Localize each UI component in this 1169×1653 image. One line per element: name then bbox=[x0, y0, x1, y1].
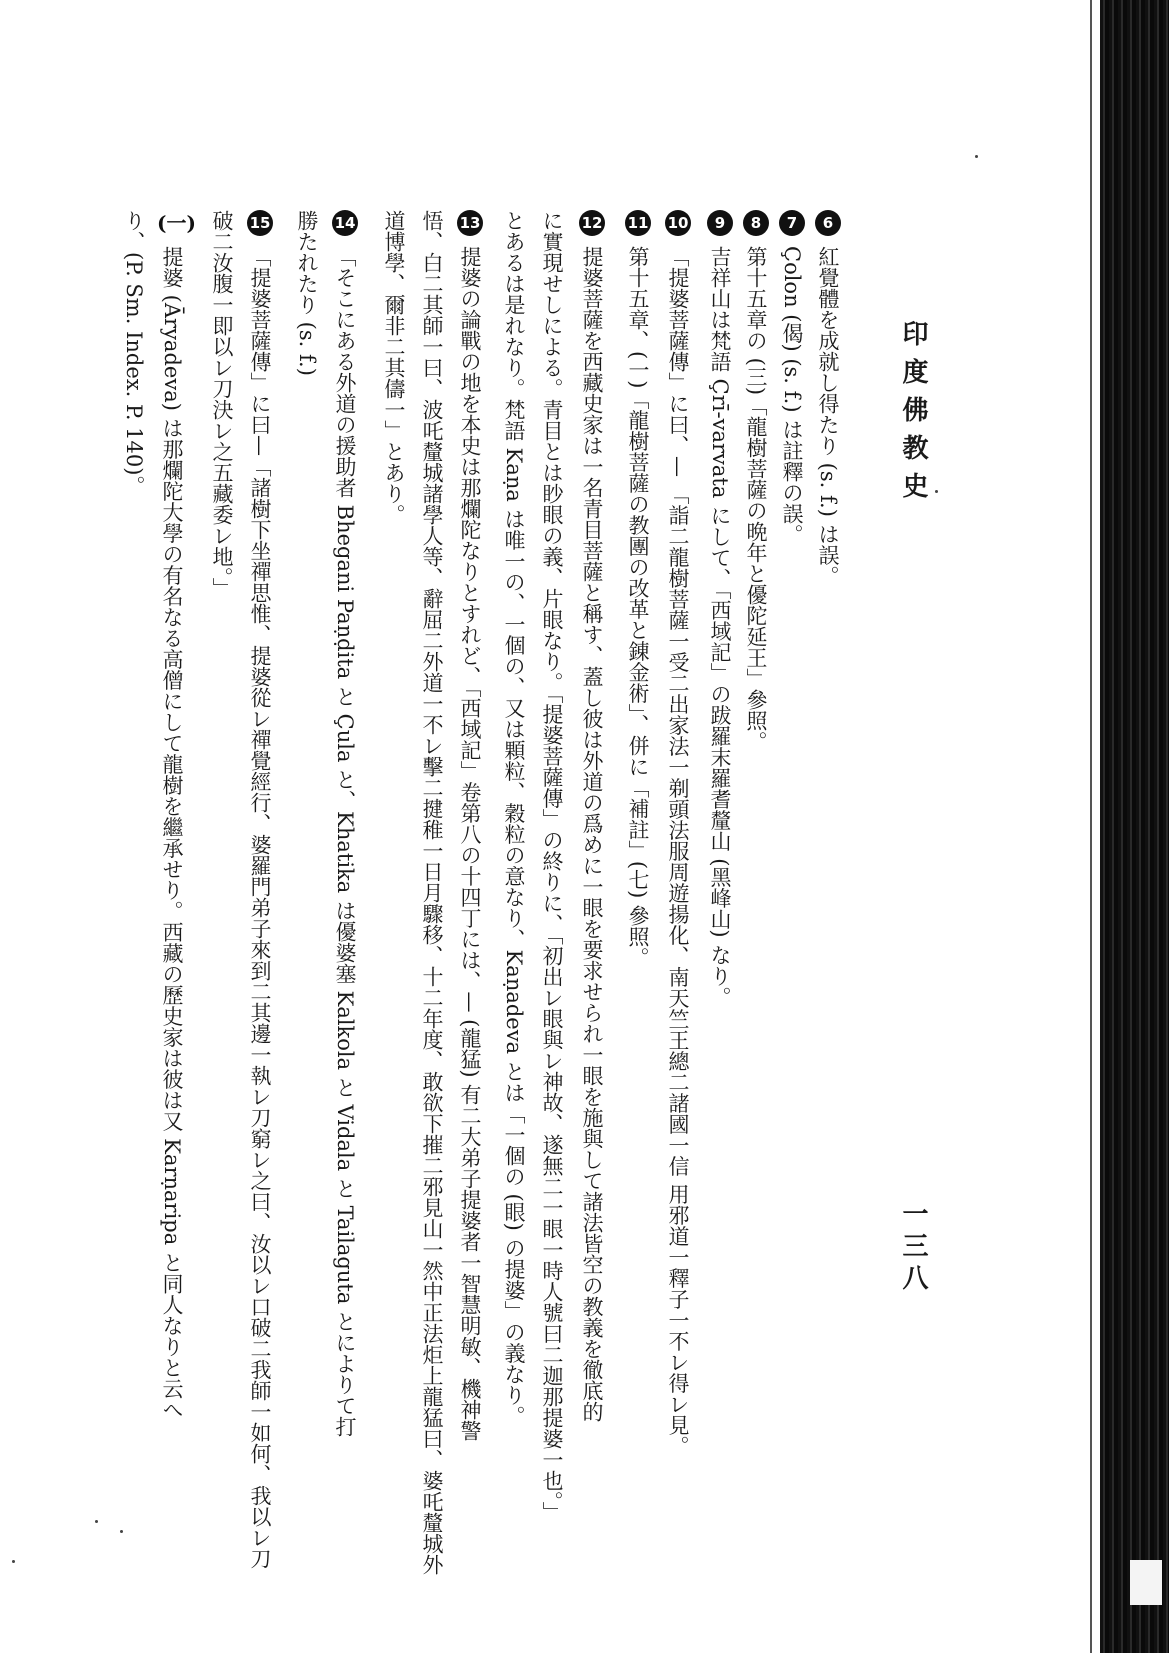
note-13-line-2: 悟、白二其師一曰、波吒釐城諸學人等、辭屈二外道一不レ擊二揵稚一日月驟移、十二年度、敢欲下摧二邪見山一然中正法炬上龍猛曰、婆吒釐城外 bbox=[420, 210, 444, 1575]
note-line: 紅覺體を成就し得たり (s. f.) は誤。 bbox=[816, 246, 840, 587]
note-marker-9: 9 bbox=[707, 210, 733, 236]
note-line: 「提婆菩薩傳」に曰、— 「詣二龍樹菩薩一受二出家法一剃頭法服周遊揚化、南天竺王總二諸國一信 用邪道一釋子一不レ得レ見。 bbox=[666, 246, 690, 1457]
note-11 bbox=[618, 210, 654, 1590]
note-14 bbox=[325, 210, 361, 1590]
note-12 bbox=[572, 210, 608, 1590]
note-line: 吉祥山は梵語 Çrī-varvata にして、「西域記」の跋羅末羅耆釐山 (黑峰山) なり。 bbox=[708, 246, 732, 1008]
note-8 bbox=[736, 210, 772, 1590]
note-marker-13: 13 bbox=[457, 210, 483, 236]
note-marker-12: 12 bbox=[579, 210, 605, 236]
note-10 bbox=[658, 210, 694, 1590]
note-13 bbox=[450, 210, 486, 1590]
page-edge bbox=[1090, 0, 1092, 1653]
note-marker-paren-1: (一) bbox=[157, 211, 196, 235]
binding-gap bbox=[1130, 1560, 1162, 1605]
note-15 bbox=[240, 210, 276, 1590]
note-paren-1-line-2: り、(P. Sm. Index. P. 140)。 bbox=[122, 210, 146, 497]
running-title: 印度佛教史 bbox=[898, 320, 928, 510]
note-line: 提婆 (Āryadeva) は那爛陀大學の有名なる高僧にして龍樹を繼承せり。西藏の歷史家は彼は又 Karṇaripa と同人なりと云へ bbox=[160, 246, 184, 1420]
note-7 bbox=[772, 210, 808, 1590]
note-marker-15: 15 bbox=[247, 210, 273, 236]
note-14-line-2: 勝たれたり (s. f.) bbox=[295, 210, 319, 376]
scan-speck bbox=[975, 155, 978, 158]
note-line: 提婆菩薩を西藏史家は一名青目菩薩と稱す、蓋し彼は外道の爲めに一眼を要求せられ一眼を施與して諸法皆空の教義を徹底的 bbox=[580, 246, 604, 1422]
note-13-line-3: 道博學、爾非二其儔一」とあり。 bbox=[382, 210, 406, 525]
note-6 bbox=[808, 210, 844, 1590]
note-marker-7: 7 bbox=[779, 210, 805, 236]
note-line: Çolon (偈) (s. f.) は註釋の誤。 bbox=[780, 246, 804, 546]
page-number: 一三八 bbox=[898, 1200, 928, 1296]
note-marker-6: 6 bbox=[815, 210, 841, 236]
note-line: 提婆の論戰の地を本史は那爛陀なりとすれど、「西域記」卷第八の十四丁には、— (龍猛) 有二大弟子提婆者一智慧明敏、機神警 bbox=[458, 246, 482, 1442]
note-15-line-2: 破二汝腹一即以レ刀決レ之五藏委レ地。」 bbox=[210, 210, 234, 599]
note-line: 「提婆菩薩傳」に曰—「諸樹下坐禪思惟、提婆從レ禪覺經行、婆羅門弟子來到二其邊一執レ刀窮レ之曰、汝以レ口破二我師一如何、我以レ刀 bbox=[248, 246, 272, 1569]
note-marker-14: 14 bbox=[332, 210, 358, 236]
scan-speck bbox=[95, 1520, 98, 1523]
note-line: 第十五章、(一)「龍樹菩薩の教團の改革と錬金術」、併に「補註」(七) 參照。 bbox=[626, 246, 650, 968]
note-paren-1 bbox=[152, 210, 196, 1590]
note-9 bbox=[700, 210, 736, 1590]
note-marker-10: 10 bbox=[665, 210, 691, 236]
note-line: 第十五章の (三)「龍樹菩薩の晩年と優陀延王」參照。 bbox=[744, 246, 768, 753]
note-marker-11: 11 bbox=[625, 210, 651, 236]
binding-strip bbox=[1100, 0, 1169, 1653]
note-12-line-2: に實現せしによる。青目とは眇眼の義、片眼なり。「提婆菩薩傳」の終りに、「初出レ眼與レ神故、遂無二一眼一時人號曰二迦那提婆一也。」 bbox=[540, 210, 564, 1523]
note-marker-8: 8 bbox=[743, 210, 769, 236]
scan-speck bbox=[12, 1560, 15, 1563]
note-line: 「そこにある外道の援助者 Bhegani Paṇḍita と Çula と、Khatika は優婆塞 Kalkola と Vidala と Tailaguta とによりて打 bbox=[333, 246, 357, 1438]
scan-speck bbox=[120, 1530, 123, 1533]
scan-speck bbox=[935, 490, 938, 493]
note-12-line-3: とあるは是れなり。梵語 Kaṇa は唯一の、一個の、又は顆粒、穀粒の意なり、Kaṇadeva とは「一個の (眼) の提婆」の義なり。 bbox=[502, 210, 526, 1427]
